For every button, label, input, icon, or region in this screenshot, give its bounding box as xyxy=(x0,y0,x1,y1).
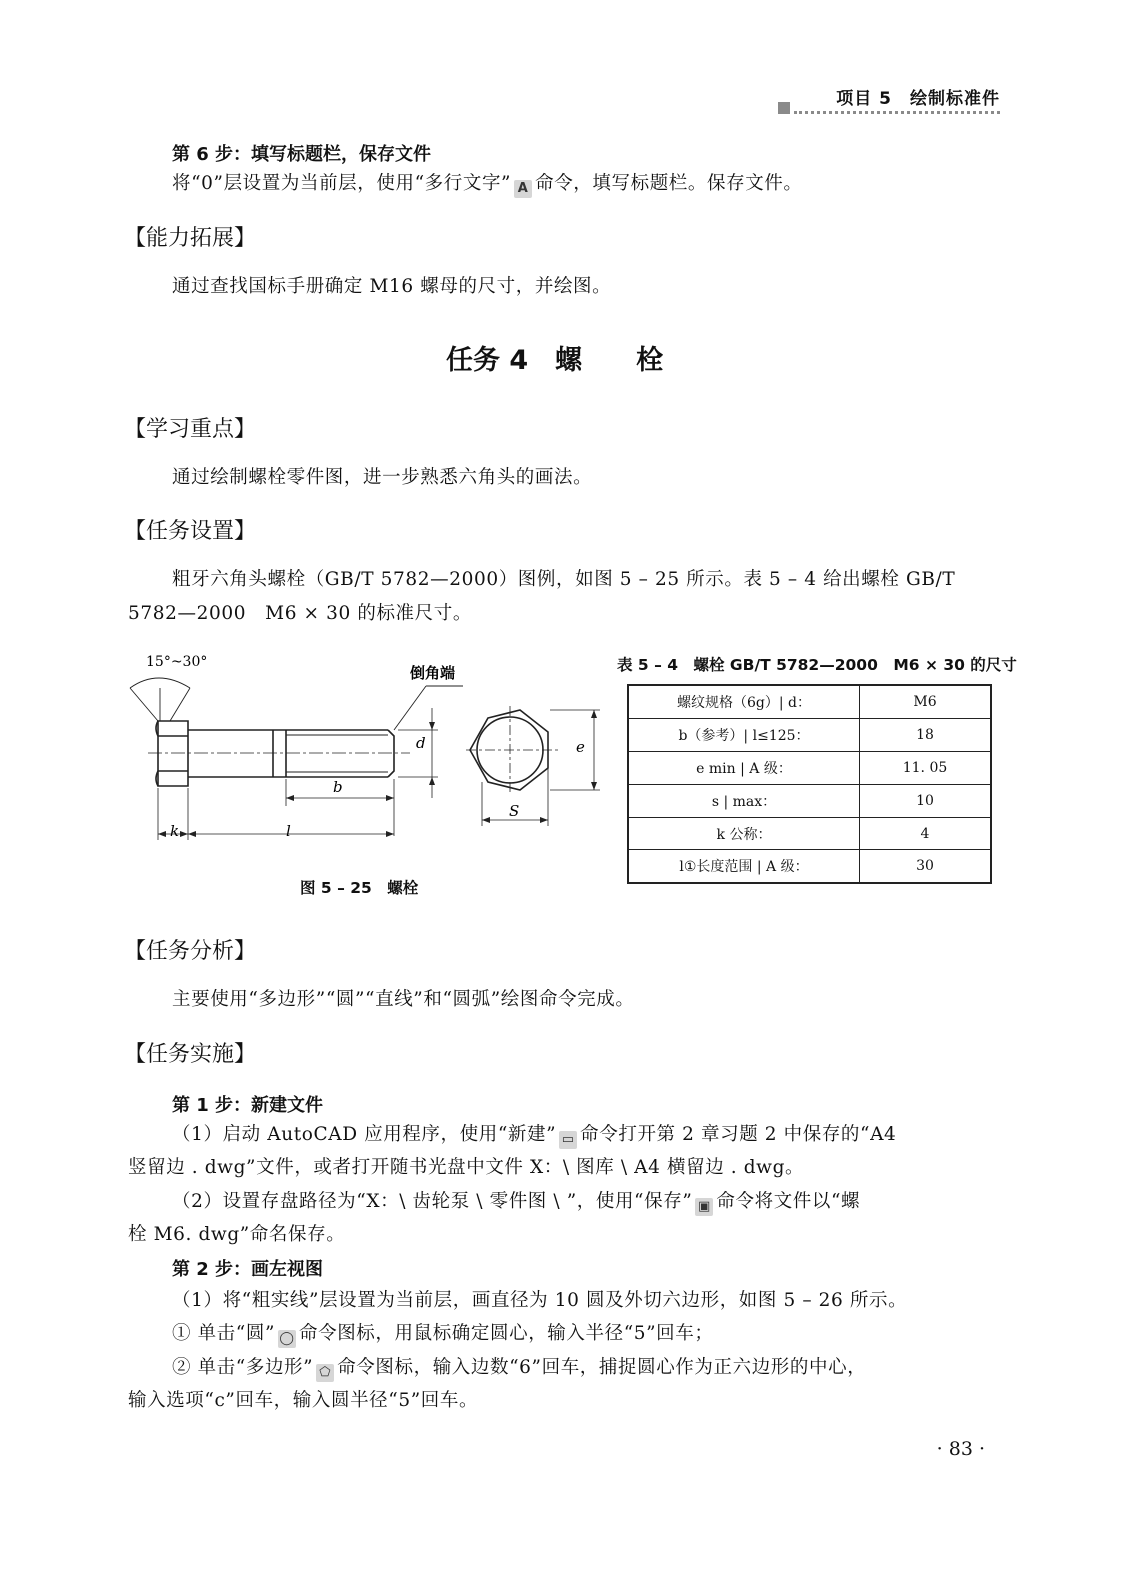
figure-caption: 图 5 – 25 螺栓 xyxy=(300,879,419,897)
dim-l-label: l xyxy=(286,822,291,840)
step2-heading: 第 2 步：画左视图 xyxy=(172,1259,324,1280)
table-cell-label: s | max： xyxy=(628,784,860,817)
table-cell-value: 18 xyxy=(860,718,992,751)
angle-label: 15°~30° xyxy=(146,654,208,670)
table-cell-label: l①长度范围 | A 级： xyxy=(628,850,860,883)
dim-e-label: e xyxy=(576,738,585,756)
save-icon: ▣ xyxy=(695,1198,713,1216)
table-cell-value: 11. 05 xyxy=(860,751,992,784)
step2-p1: （1）将“粗实线”层设置为当前层，画直径为 10 圆及外切六边形，如图 5 – 26 所示。 xyxy=(172,1290,908,1311)
step1-p2-cont: 栓 M6. dwg”命名保存。 xyxy=(128,1224,346,1245)
ability-text: 通过查找国标手册确定 M16 螺母的尺寸，并绘图。 xyxy=(172,276,612,297)
step1-p2: （2）设置存盘路径为“X：\ 齿轮泵 \ 零件图 \ ”，使用“保存” ▣ 命令将文件以“螺 xyxy=(172,1191,861,1214)
focus-heading: 【学习重点】 xyxy=(124,417,257,442)
dimension-table xyxy=(627,684,992,884)
table-cell-label: 螺纹规格（6g）| d： xyxy=(628,685,860,718)
step2-p3: ② 单击“多边形” ⬠ 命令图标，输入边数“6”回车，捕捉圆心作为正六边形的中心， xyxy=(172,1357,867,1380)
circle-icon: ◯ xyxy=(279,1331,295,1346)
table-row xyxy=(628,850,991,883)
setup-line1: 粗牙六角头螺栓（GB/T 5782—2000）图例，如图 5 – 25 所示。表 5 – 4 给出螺栓 GB/T xyxy=(172,569,956,590)
polygon-icon: ⬠ xyxy=(316,1364,334,1382)
table-cell-label: b（参考）| l≤125： xyxy=(628,718,860,751)
table-cell-value: M6 xyxy=(860,685,992,718)
step1-p1-cont: 竖留边 . dwg”文件，或者打开随书光盘中文件 X：\ 图库 \ A4 横留边 . dwg。 xyxy=(128,1157,805,1178)
setup-line2: 5782—2000 M6 × 30 的标准尺寸。 xyxy=(128,603,472,624)
table-row xyxy=(628,751,991,784)
step1-p1: （1）启动 AutoCAD 应用程序，使用“新建” ▭ 命令打开第 2 章习题 2 中保存的“A4 xyxy=(172,1124,897,1147)
step6-heading: 第 6 步：填写标题栏，保存文件 xyxy=(172,144,432,165)
setup-heading: 【任务设置】 xyxy=(124,519,257,544)
task-title: 任务 4 螺 栓 xyxy=(446,345,664,376)
header-rule xyxy=(778,102,1000,114)
dim-d-label: d xyxy=(416,734,426,752)
page-number: · 83 · xyxy=(936,1438,985,1460)
table-row xyxy=(628,784,991,817)
table-cell-label: e min | A 级： xyxy=(628,751,860,784)
chamfer-label: 倒角端 xyxy=(410,664,456,682)
running-header: 项目 5 绘制标准件 xyxy=(836,89,1000,109)
table-cell-value: 30 xyxy=(860,850,992,883)
ability-heading: 【能力拓展】 xyxy=(124,226,257,251)
table-row xyxy=(628,817,991,850)
dim-b-label: b xyxy=(333,778,343,796)
analysis-heading: 【任务分析】 xyxy=(124,939,257,964)
bolt-figure xyxy=(118,648,608,858)
step2-p2: ① 单击“圆” ◯ 命令图标，用鼠标确定圆心，输入半径“5”回车； xyxy=(172,1323,714,1346)
table-caption: 表 5 – 4 螺栓 GB/T 5782—2000 M6 × 30 的尺寸 xyxy=(617,656,1017,674)
table-cell-value: 4 xyxy=(860,817,992,850)
step6-text: 将“0”层设置为当前层，使用“多行文字” A 命令，填写标题栏。保存文件。 xyxy=(172,173,803,196)
table-cell-value: 10 xyxy=(860,784,992,817)
table-row xyxy=(628,685,991,718)
dim-s-label: S xyxy=(509,802,520,820)
table-row xyxy=(628,718,991,751)
table-cell-label: k 公称： xyxy=(628,817,860,850)
step1-heading: 第 1 步：新建文件 xyxy=(172,1095,324,1116)
focus-text: 通过绘制螺栓零件图，进一步熟悉六角头的画法。 xyxy=(172,467,593,488)
step2-p4: 输入选项“c”回车，输入圆半径“5”回车。 xyxy=(128,1390,479,1411)
impl-heading: 【任务实施】 xyxy=(124,1042,257,1067)
new-file-icon: ▭ xyxy=(559,1131,577,1149)
analysis-text: 主要使用“多边形”“圆”“直线”和“圆弧”绘图命令完成。 xyxy=(172,989,635,1010)
dim-k-label: k xyxy=(170,822,180,840)
mtext-icon: A xyxy=(514,180,532,198)
